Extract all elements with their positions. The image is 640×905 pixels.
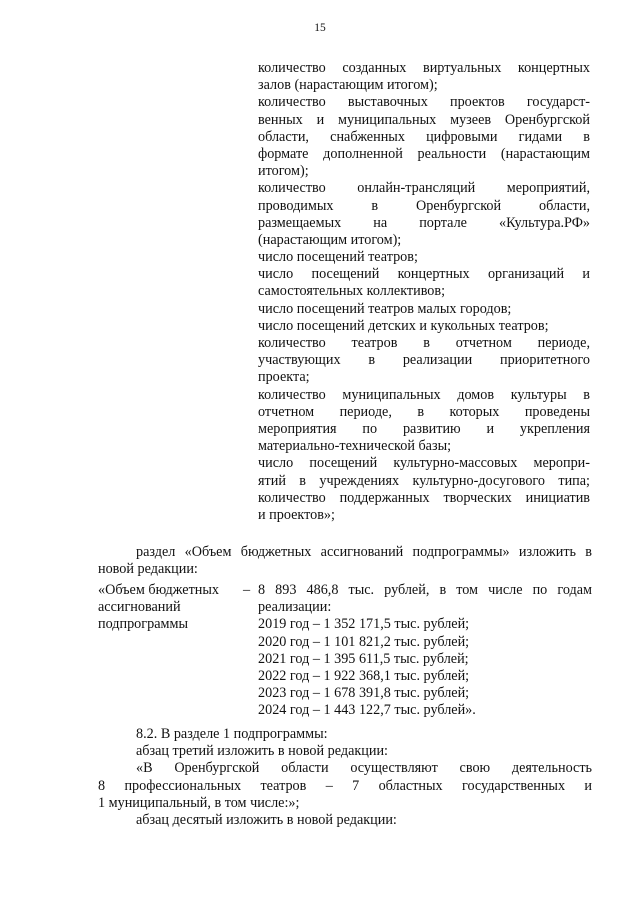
paragraph-line: 8.2. В разделе 1 подпрограммы: [136, 726, 328, 742]
indicator-line: отчетном периоде, в которых проведены [258, 403, 590, 420]
indicator-line: число посещений культурно-массовых меропри- [258, 455, 590, 472]
budget-label [98, 582, 238, 634]
paragraph-line: новой редакции: [98, 561, 198, 578]
indicator-line: число посещений концертных организаций и [258, 266, 590, 283]
indicator-line: количество поддержанных творческих инициатив [258, 489, 590, 506]
indicator-line: количество театров в отчетном периоде, [258, 335, 590, 351]
budget-value-line: 8 893 486,8 тыс. рублей, в том числе по годам [258, 582, 592, 598]
paragraph-line: «В Оренбургской области осуществляют свою деятельность [136, 760, 592, 777]
indicator-line: размещаемых на портале «Культура.РФ» [258, 214, 590, 231]
budget-values [258, 582, 592, 720]
budget-year-line: 2021 год – 1 395 611,5 тыс. рублей; [258, 650, 469, 667]
indicator-line: материально-технической базы; [258, 438, 452, 455]
indicator-line: количество онлайн-трансляций мероприятий, [258, 180, 590, 197]
budget-year-line: 2024 год – 1 443 122,7 тыс. рублей». [258, 702, 476, 719]
budget-year-line: 2023 год – 1 678 391,8 тыс. рублей; [258, 685, 470, 702]
indicator-line: число посещений театров; [258, 249, 418, 266]
indicator-line: проекта; [258, 369, 310, 386]
indicator-line: количество созданных виртуальных концертных [258, 60, 590, 76]
paragraph-line: 1 муниципальный, в том числе:»; [98, 794, 300, 811]
indicator-line: количество выставочных проектов государст- [258, 94, 590, 111]
indicator-list [258, 60, 590, 524]
paragraph-line: абзац десятый изложить в новой редакции: [136, 811, 397, 828]
indicator-line: участвующих в реализации приоритетного [258, 352, 590, 369]
indicator-line: проводимых в Оренбургской области, [258, 197, 590, 214]
budget-label-line: «Объем бюджетных [98, 582, 220, 598]
budget-dash: – [243, 582, 251, 598]
indicator-line: число посещений театров малых городов; [258, 300, 512, 317]
budget-year-line: 2019 год – 1 352 171,5 тыс. рублей; [258, 616, 470, 633]
indicator-line: самостоятельных коллективов; [258, 283, 446, 300]
indicator-line: и проектов»; [258, 506, 335, 523]
budget-year-line: 2022 год – 1 922 368,1 тыс. рублей; [258, 667, 470, 684]
budget-label-line: ассигнований [98, 599, 181, 616]
indicator-line: количество муниципальных домов культуры в [258, 386, 590, 403]
section-intro-paragraph [98, 544, 592, 578]
indicator-line: итогом); [258, 163, 309, 180]
budget-value-line: реализации: [258, 599, 332, 616]
page-number: 15 [314, 22, 326, 34]
indicator-line: ятий в учреждениях культурно-досугового типа; [258, 472, 590, 489]
indicator-line: (нарастающим итогом); [258, 231, 402, 248]
indicator-line: число посещений детских и кукольных театров; [258, 317, 549, 334]
budget-year-line: 2020 год – 1 101 821,2 тыс. рублей; [258, 633, 470, 650]
indicator-line: формате дополненной реальности (нарастающим [258, 145, 590, 162]
budget-label-line: подпрограммы [98, 616, 188, 633]
paragraph-line: 8 профессиональных театров – 7 областных государственных и [98, 777, 592, 794]
indicator-line: венных и муниципальных музеев Оренбургской [258, 111, 590, 128]
indicator-line: области, снабженных цифровыми гидами в [258, 128, 590, 145]
closing-paragraphs [98, 726, 592, 829]
indicator-line: мероприятия по развитию и укрепления [258, 420, 590, 437]
indicator-line: залов (нарастающим итогом); [258, 77, 438, 94]
paragraph-line: раздел «Объем бюджетных ассигнований подпрограммы» изложить в [136, 544, 592, 560]
paragraph-line: абзац третий изложить в новой редакции: [136, 743, 388, 760]
